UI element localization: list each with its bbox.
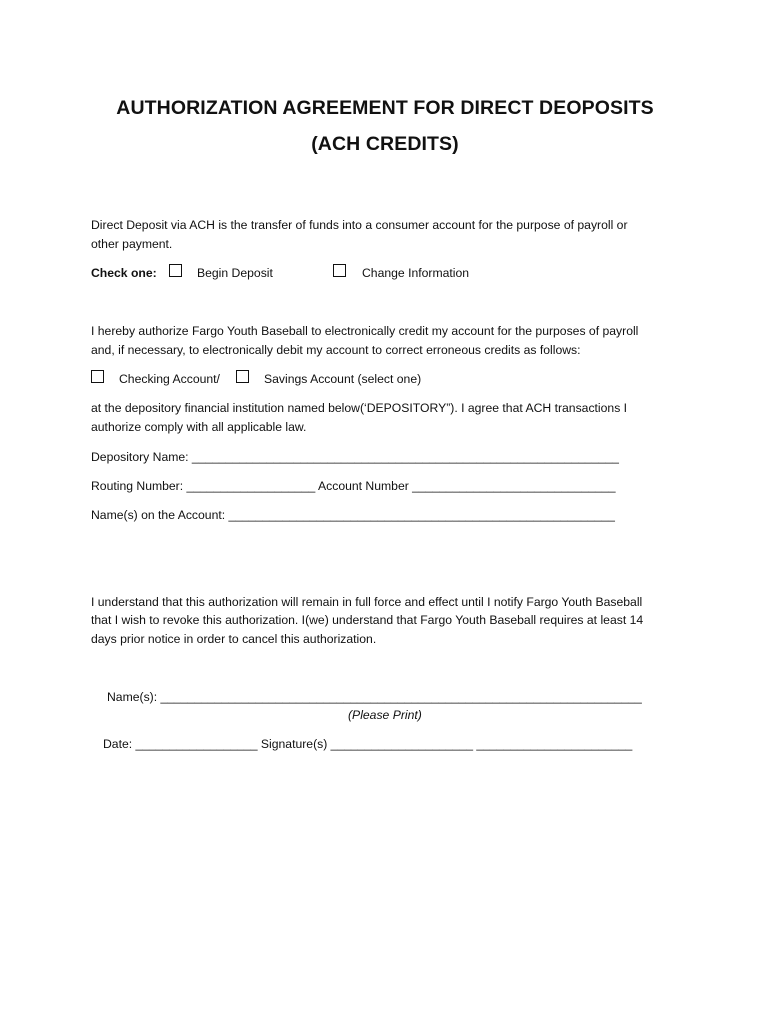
savings-account-label: Savings Account (select one) (264, 372, 422, 386)
change-information-checkbox[interactable] (333, 264, 346, 277)
routing-account-number-field[interactable]: Routing Number: ___________________ Account Number ______________________________ (91, 479, 616, 493)
authorize-line-1: I hereby authorize Fargo Youth Baseball to electronically credit my account for the purposes of payroll (91, 324, 639, 338)
change-information-label: Change Information (362, 266, 470, 280)
checking-account-checkbox[interactable] (91, 370, 104, 383)
form-title-line-2: (ACH CREDITS) (311, 133, 459, 155)
savings-account-checkbox[interactable] (236, 370, 249, 383)
understand-line-3: days prior notice in order to cancel this authorization. (91, 632, 377, 646)
intro-line-1: Direct Deposit via ACH is the transfer of funds into a consumer account for the purpose of payroll or (91, 218, 628, 232)
names-print-field[interactable]: Name(s): _______________________________________________________________________ (107, 690, 642, 704)
understand-line-1: I understand that this authorization will remain in full force and effect until I notify Fargo Youth Baseball (91, 595, 643, 609)
check-one-label: Check one: (91, 266, 157, 280)
form-title-line-1: AUTHORIZATION AGREEMENT FOR DIRECT DEOPOSITS (116, 97, 654, 119)
begin-deposit-label: Begin Deposit (197, 266, 273, 280)
understand-line-2: that I wish to revoke this authorization. I(we) understand that Fargo Youth Baseball requires at least 14 (91, 613, 644, 627)
depository-line-2: authorize comply with all applicable law. (91, 420, 307, 434)
date-signature-field[interactable]: Date: __________________ Signature(s) _____________________ _______________________ (103, 737, 633, 751)
depository-line-1: at the depository financial institution named below(‘DEPOSITORY”). I agree that ACH transactions I (91, 401, 628, 415)
begin-deposit-checkbox[interactable] (169, 264, 182, 277)
names-on-account-field[interactable]: Name(s) on the Account: _________________________________________________________ (91, 508, 615, 522)
depository-name-field[interactable]: Depository Name: _______________________________________________________________ (91, 450, 619, 464)
authorize-line-2: and, if necessary, to electronically debit my account to correct erroneous credits as follows: (91, 343, 581, 357)
intro-line-2: other payment. (91, 237, 173, 251)
checking-account-label: Checking Account/ (119, 372, 220, 386)
please-print-note: (Please Print) (348, 708, 422, 722)
